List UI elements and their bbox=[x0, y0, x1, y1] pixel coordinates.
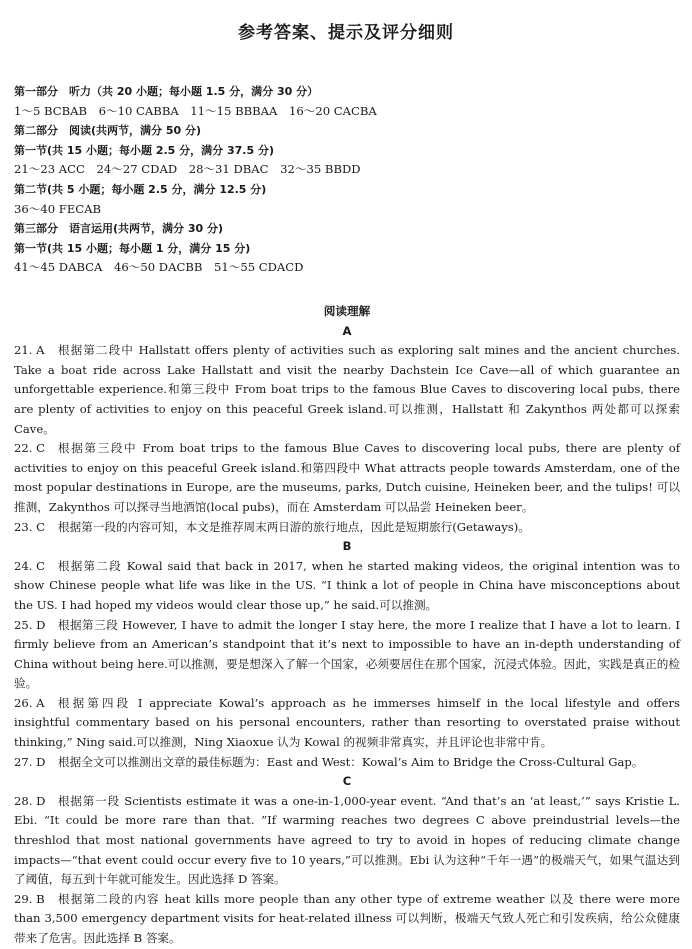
question-explanation bbox=[14, 439, 680, 517]
question-number: 25. D bbox=[14, 617, 46, 632]
answer-line: 1～5 BCBAB 6～10 CABBA 11～15 BBBAA 16～20 CACBA bbox=[14, 103, 377, 118]
passage-label: B bbox=[342, 539, 352, 554]
section-header: 第一节(共 15 小题；每小题 2.5 分，满分 37.5 分) bbox=[14, 143, 274, 157]
page-title: 参考答案、提示及评分细则 bbox=[238, 23, 454, 43]
answer-line: 41～45 DABCA 46～50 DACBB 51～55 CDACD bbox=[14, 260, 304, 275]
explanation-text: 根据全文可以推测出文章的最佳标题为：East and West：Kowal’s Aim to Bridge the Cross-Cultural Gap。 bbox=[58, 754, 644, 769]
explanation-text: 根据第一段的内容可知，本文是推荐周末两日游的旅行地点，因此是短期旅行(Getaways)。 bbox=[58, 519, 530, 534]
explanation-text: 根据第一段 Scientists estimate it was a one-in-1,000-year event. “And that’s an ‘at least,’” says Kristie L. Ebi. “It could be more rare than that. ”If warming reaches two degrees C above preindustrial levels—the threshlod that most national governments have agreed to try to avoid in hopes of reducing climate change impacts—“that event could occur every five to 10 years,”可以推测。Ebi 认为这种“千年一遇”的极端天气，如果气温达到了阈值，每五到十年就可能发生。因此选择 D 答案。 bbox=[14, 793, 680, 887]
answer-line: 21～23 ACC 24～27 CDAD 28～31 DBAC 32～35 BBDD bbox=[14, 162, 361, 177]
question-explanation bbox=[14, 518, 680, 538]
question-explanation bbox=[14, 557, 680, 616]
question-number: 26. A bbox=[14, 695, 45, 710]
answer-line: 36～40 FECAB bbox=[14, 201, 102, 216]
question-explanation bbox=[14, 890, 680, 949]
section-header: 第二部分 阅读(共两节，满分 50 分) bbox=[14, 124, 202, 138]
section-heading: 阅读理解 bbox=[323, 304, 371, 318]
question-explanation bbox=[14, 792, 680, 890]
passage-label: C bbox=[342, 774, 352, 789]
question-number: 28. D bbox=[14, 793, 46, 808]
question-number: 23. C bbox=[14, 519, 45, 534]
explanation-text: 根据第三段 However, I have to admit the longer I stay here, the more I realize that I have a lot to learn. I firmly believe from an American’s standpoint that it’s next to impossible to have an in-depth understanding of China without being here.可以推测，要是想深入了解一个国家，必须要居住在那个国家，沉浸式体验。因此，实践是真正的检验。 bbox=[14, 617, 680, 691]
section-header: 第一节(共 15 小题；每小题 1 分，满分 15 分) bbox=[14, 241, 251, 255]
question-number: 21. A bbox=[14, 343, 45, 358]
question-number: 24. C bbox=[14, 558, 45, 573]
explanation-text: 根据第四段 I appreciate Kowal’s approach as he immerses himself in the local lifestyle and offers insightful commentary based on his personal encounters, rather than resorting to overstated praise without thinking,” Ning said.可以推测，Ning Xiaoxue 认为 Kowal 的视频非常真实，并且评论也非常中肯。 bbox=[14, 695, 680, 750]
question-number: 27. D bbox=[14, 754, 46, 769]
question-explanation bbox=[14, 341, 680, 439]
answer-summary bbox=[14, 82, 680, 278]
question-explanation bbox=[14, 616, 680, 694]
passage-label: A bbox=[342, 323, 352, 338]
explanation-text: 根据第三段中 From boat trips to the famous Blue Caves to discovering local pubs, there are plenty of activities to enjoy on this peaceful Greek island.和第四段中 What attracts people towards Amsterdam, one of the most popular destinations in Europe, are the museums, parks, Dutch cuisine, Heineken beer, and the tulips! 可以推测，Zakynthos 可以探寻当地酒馆(local pubs)，而在 Amsterdam 可以品尝 Heineken beer。 bbox=[14, 441, 680, 514]
section-header: 第一部分 听力（共 20 小题；每小题 1.5 分，满分 30 分） bbox=[14, 85, 319, 98]
question-explanation bbox=[14, 694, 680, 753]
explanation-text: 根据第二段的内容 heat kills more people than any other type of extreme weather 以及 there were more than 3,500 emergency department visits for heat-related illness 可以判断，极端天气致人死亡和引发疾病，给公众健康带来了危害。因此选择 B 答案。 bbox=[14, 891, 680, 945]
reading-comprehension-explanations bbox=[14, 302, 680, 949]
section-header: 第二节(共 5 小题；每小题 2.5 分，满分 12.5 分) bbox=[14, 182, 267, 196]
explanation-text: 根据第二段 Kowal said that back in 2017, when he started making videos, the original intention was to show Chinese people what life was like in the US. “I think a lot of people in China have misconceptions about the US. I had hoped my videos would clear those up,” he said.可以推测。 bbox=[14, 558, 680, 612]
question-explanation bbox=[14, 753, 680, 773]
section-header: 第三部分 语言运用(共两节，满分 30 分) bbox=[14, 222, 224, 236]
question-number: 22. C bbox=[14, 441, 45, 456]
question-number: 29. B bbox=[14, 891, 45, 906]
explanation-text: 根据第二段中 Hallstatt offers plenty of activities such as exploring salt mines and the ancient churches. Take a boat ride across Lake Hallstatt and visit the nearby Dachstein Ice Cave—all of which guarantee an unforgettable experience.和第三段中 From boat trips to the famous Blue Caves to discovering local pubs, there are plenty of activities to enjoy on this peaceful Greek island.可以推测，Hallstatt 和 Zakynthos 两处都可以探索 Cave。 bbox=[14, 343, 680, 436]
